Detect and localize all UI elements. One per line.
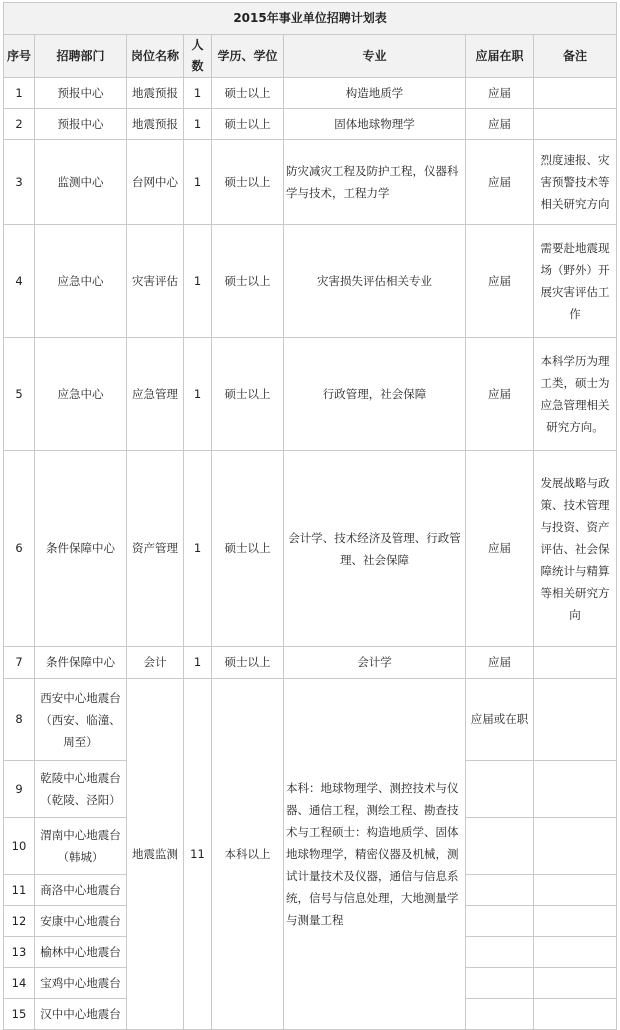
group-degree: 本科以上 [212, 679, 284, 1030]
row-status [466, 906, 534, 937]
table-row [4, 78, 617, 109]
row-note: 需要赴地震现场（野外）开展灾害评估工作 [534, 225, 617, 338]
row-dept: 条件保障中心 [35, 451, 127, 647]
row-dept: 应急中心 [35, 338, 127, 451]
row-status: 应届 [466, 109, 534, 140]
row-count: 1 [184, 109, 212, 140]
row-count: 1 [184, 140, 212, 225]
row-major: 防灾减灾工程及防护工程，仪器科学与技术，工程力学 [284, 140, 466, 225]
row-no: 9 [4, 761, 35, 818]
row-major: 会计学、技术经济及管理、行政管理、社会保障 [284, 451, 466, 647]
table-row [4, 140, 617, 225]
row-note [534, 647, 617, 679]
row-no: 10 [4, 818, 35, 875]
row-no: 14 [4, 968, 35, 999]
row-major: 会计学 [284, 647, 466, 679]
row-status [466, 818, 534, 875]
row-no: 6 [4, 451, 35, 647]
table-row [4, 109, 617, 140]
header-dept: 招聘部门 [35, 35, 127, 78]
row-no: 15 [4, 999, 35, 1030]
row-count: 1 [184, 647, 212, 679]
row-dept: 乾陵中心地震台（乾陵、泾阳） [35, 761, 127, 818]
table-row [4, 338, 617, 451]
recruitment-plan-table [3, 2, 617, 1030]
row-no: 5 [4, 338, 35, 451]
row-degree: 硕士以上 [212, 78, 284, 109]
row-dept: 安康中心地震台 [35, 906, 127, 937]
row-dept: 汉中中心地震台 [35, 999, 127, 1030]
row-degree: 硕士以上 [212, 225, 284, 338]
row-status: 应届 [466, 451, 534, 647]
row-status: 应届 [466, 140, 534, 225]
row-note [534, 818, 617, 875]
row-position: 地震预报 [127, 109, 184, 140]
row-dept: 渭南中心地震台（韩城） [35, 818, 127, 875]
header-position: 岗位名称 [127, 35, 184, 78]
row-dept: 预报中心 [35, 109, 127, 140]
header-status: 应届在职 [466, 35, 534, 78]
row-dept: 榆林中心地震台 [35, 937, 127, 968]
row-dept: 预报中心 [35, 78, 127, 109]
group-major: 本科：地球物理学、测控技术与仪器、通信工程，测绘工程、勘查技术与工程硕士：构造地质学、固体地球物理学，精密仪器及机械，测试计量技术及仪器，通信与信息系统，信号与信息处理，大地测量学与测量工程 [284, 679, 466, 1030]
row-position: 应急管理 [127, 338, 184, 451]
row-dept: 商洛中心地震台 [35, 875, 127, 906]
row-major: 固体地球物理学 [284, 109, 466, 140]
row-count: 1 [184, 451, 212, 647]
row-status [466, 761, 534, 818]
row-no: 11 [4, 875, 35, 906]
row-status: 应届 [466, 78, 534, 109]
row-dept: 宝鸡中心地震台 [35, 968, 127, 999]
row-no: 4 [4, 225, 35, 338]
header-count: 人数 [184, 35, 212, 78]
row-position: 地震预报 [127, 78, 184, 109]
row-no: 1 [4, 78, 35, 109]
row-status: 应届 [466, 225, 534, 338]
header-degree: 学历、学位 [212, 35, 284, 78]
row-status [466, 875, 534, 906]
table-row [4, 451, 617, 647]
row-note: 本科学历为理工类，硕士为应急管理相关研究方向。 [534, 338, 617, 451]
row-note [534, 679, 617, 761]
row-degree: 硕士以上 [212, 338, 284, 451]
row-degree: 硕士以上 [212, 109, 284, 140]
row-position: 会计 [127, 647, 184, 679]
row-count: 1 [184, 338, 212, 451]
table-row [4, 679, 617, 761]
row-note [534, 906, 617, 937]
row-degree: 硕士以上 [212, 140, 284, 225]
row-degree: 硕士以上 [212, 647, 284, 679]
row-position: 灾害评估 [127, 225, 184, 338]
row-major: 灾害损失评估相关专业 [284, 225, 466, 338]
row-note [534, 109, 617, 140]
row-no: 2 [4, 109, 35, 140]
row-status: 应届 [466, 338, 534, 451]
header-no: 序号 [4, 35, 35, 78]
table-row [4, 647, 617, 679]
group-position: 地震监测 [127, 679, 184, 1030]
row-note [534, 78, 617, 109]
row-no: 13 [4, 937, 35, 968]
row-no: 7 [4, 647, 35, 679]
row-major: 行政管理，社会保障 [284, 338, 466, 451]
group-status: 应届或在职 [466, 679, 534, 761]
row-position: 资产管理 [127, 451, 184, 647]
row-no: 3 [4, 140, 35, 225]
row-count: 1 [184, 78, 212, 109]
row-status [466, 968, 534, 999]
row-status [466, 937, 534, 968]
row-major: 构造地质学 [284, 78, 466, 109]
row-degree: 硕士以上 [212, 451, 284, 647]
row-status: 应届 [466, 647, 534, 679]
row-note [534, 937, 617, 968]
row-count: 1 [184, 225, 212, 338]
row-note [534, 875, 617, 906]
row-no: 8 [4, 679, 35, 761]
group-count: 11 [184, 679, 212, 1030]
row-position: 台网中心 [127, 140, 184, 225]
header-note: 备注 [534, 35, 617, 78]
row-dept: 西安中心地震台（西安、临潼、周至） [35, 679, 127, 761]
row-note: 烈度速报、灾害预警技术等相关研究方向 [534, 140, 617, 225]
row-dept: 条件保障中心 [35, 647, 127, 679]
row-note [534, 968, 617, 999]
row-note [534, 761, 617, 818]
row-no: 12 [4, 906, 35, 937]
row-note: 发展战略与政策、技术管理与投资、资产评估、社会保障统计与精算等相关研究方向 [534, 451, 617, 647]
table-row [4, 225, 617, 338]
row-dept: 应急中心 [35, 225, 127, 338]
header-major: 专业 [284, 35, 466, 78]
row-dept: 监测中心 [35, 140, 127, 225]
table-title: 2015年事业单位招聘计划表 [4, 3, 617, 35]
